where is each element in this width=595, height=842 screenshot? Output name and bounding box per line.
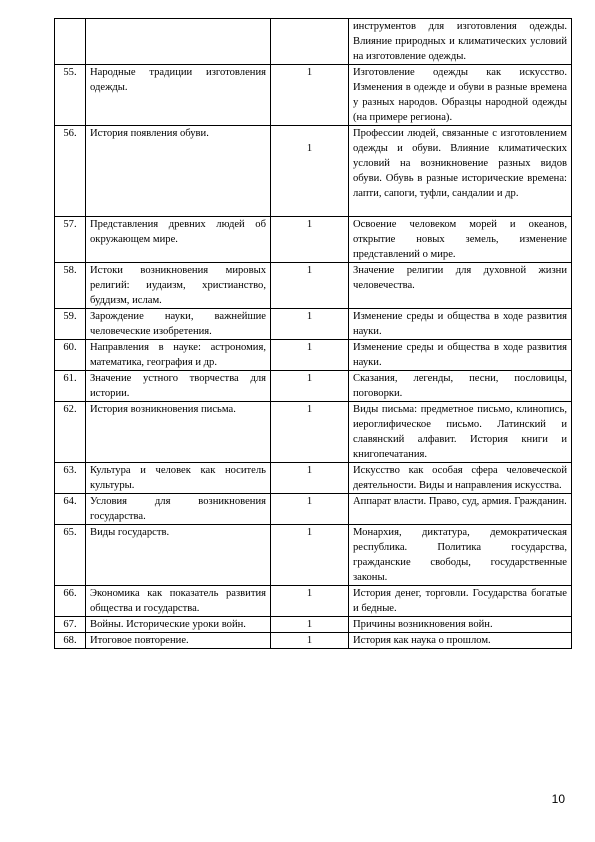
table-row	[55, 371, 572, 402]
lesson-topic: Экономика как показатель развития общества и государства.	[86, 586, 271, 617]
lesson-topic: Народные традиции изготовления одежды.	[86, 65, 271, 126]
table-row	[55, 217, 572, 263]
table-row	[55, 309, 572, 340]
row-number: 64.	[55, 494, 86, 525]
page-number: 10	[551, 792, 565, 806]
lesson-content: Монархия, диктатура, демократическая республика. Политика государства, гражданские свободы, государственные законы.	[349, 525, 572, 586]
lesson-plan-table	[54, 18, 572, 649]
lesson-content: Виды письма: предметное письмо, клинопись, иероглифическое письмо. Латинский и славянский алфавит. История книги и книгопечатания.	[349, 402, 572, 463]
lesson-content: Профессии людей, связанные с изготовлением одежды и обуви. Влияние климатических условий на возникновение разных видов обуви. Обувь в разные исторические времена: лапти, сапоги, туфли, сандалии и др.	[349, 126, 572, 217]
table-body	[55, 19, 572, 649]
lesson-hours: 1	[271, 494, 349, 525]
lesson-content: Освоение человеком морей и океанов, открытие новых земель, изменение представлений о мире.	[349, 217, 572, 263]
row-number: 57.	[55, 217, 86, 263]
lesson-hours: 1	[271, 525, 349, 586]
table-row	[55, 633, 572, 649]
lesson-hours: 1	[271, 126, 349, 217]
lesson-hours: 1	[271, 586, 349, 617]
row-number: 58.	[55, 263, 86, 309]
lesson-topic: Войны. Исторические уроки войн.	[86, 617, 271, 633]
lesson-content: Изготовление одежды как искусство. Изменения в одежде и обуви в разные времена у разных народов. Образцы народной одежды (на примере региона).	[349, 65, 572, 126]
table-row	[55, 65, 572, 126]
lesson-hours: 1	[271, 217, 349, 263]
lesson-hours: 1	[271, 633, 349, 649]
row-number: 67.	[55, 617, 86, 633]
row-number: 59.	[55, 309, 86, 340]
row-number: 68.	[55, 633, 86, 649]
lesson-hours: 1	[271, 402, 349, 463]
lesson-hours: 1	[271, 371, 349, 402]
row-number: 65.	[55, 525, 86, 586]
table-row	[55, 126, 572, 217]
lesson-topic: Условия для возникновения государства.	[86, 494, 271, 525]
lesson-content: Искусство как особая сфера человеческой деятельности. Виды и направления искусства.	[349, 463, 572, 494]
row-number: 56.	[55, 126, 86, 217]
lesson-topic: Направления в науке: астрономия, математика, география и др.	[86, 340, 271, 371]
table-row	[55, 263, 572, 309]
table-row	[55, 402, 572, 463]
table-row	[55, 525, 572, 586]
lesson-content: инструментов для изготовления одежды. Влияние природных и климатических условий на изготовление одежды.	[349, 19, 572, 65]
lesson-hours	[271, 19, 349, 65]
table-row	[55, 340, 572, 371]
lesson-content: Изменение среды и общества в ходе развития науки.	[349, 340, 572, 371]
lesson-hours: 1	[271, 340, 349, 371]
lesson-content: Изменение среды и общества в ходе развития науки.	[349, 309, 572, 340]
table-row	[55, 617, 572, 633]
lesson-topic: История возникновения письма.	[86, 402, 271, 463]
row-number: 55.	[55, 65, 86, 126]
table-row	[55, 463, 572, 494]
lesson-hours: 1	[271, 263, 349, 309]
lesson-content: Причины возникновения войн.	[349, 617, 572, 633]
lesson-content: История как наука о прошлом.	[349, 633, 572, 649]
table-row	[55, 586, 572, 617]
row-number: 62.	[55, 402, 86, 463]
lesson-topic: Культура и человек как носитель культуры.	[86, 463, 271, 494]
lesson-content: Аппарат власти. Право, суд, армия. Гражданин.	[349, 494, 572, 525]
lesson-hours: 1	[271, 463, 349, 494]
row-number: 61.	[55, 371, 86, 402]
lesson-hours: 1	[271, 309, 349, 340]
table-row	[55, 494, 572, 525]
lesson-topic: Истоки возникновения мировых религий: иудаизм, христианство, буддизм, ислам.	[86, 263, 271, 309]
row-number: 60.	[55, 340, 86, 371]
row-number: 63.	[55, 463, 86, 494]
row-number	[55, 19, 86, 65]
lesson-topic: Виды государств.	[86, 525, 271, 586]
lesson-topic: Представления древних людей об окружающем мире.	[86, 217, 271, 263]
row-number: 66.	[55, 586, 86, 617]
table-row	[55, 19, 572, 65]
lesson-topic: История появления обуви.	[86, 126, 271, 217]
lesson-topic: Итоговое повторение.	[86, 633, 271, 649]
lesson-topic: Значение устного творчества для истории.	[86, 371, 271, 402]
lesson-topic: Зарождение науки, важнейшие человеческие изобретения.	[86, 309, 271, 340]
lesson-content: Значение религии для духовной жизни человечества.	[349, 263, 572, 309]
lesson-topic	[86, 19, 271, 65]
lesson-content: Сказания, легенды, песни, пословицы, поговорки.	[349, 371, 572, 402]
lesson-hours: 1	[271, 617, 349, 633]
lesson-content: История денег, торговли. Государства богатые и бедные.	[349, 586, 572, 617]
lesson-hours: 1	[271, 65, 349, 126]
